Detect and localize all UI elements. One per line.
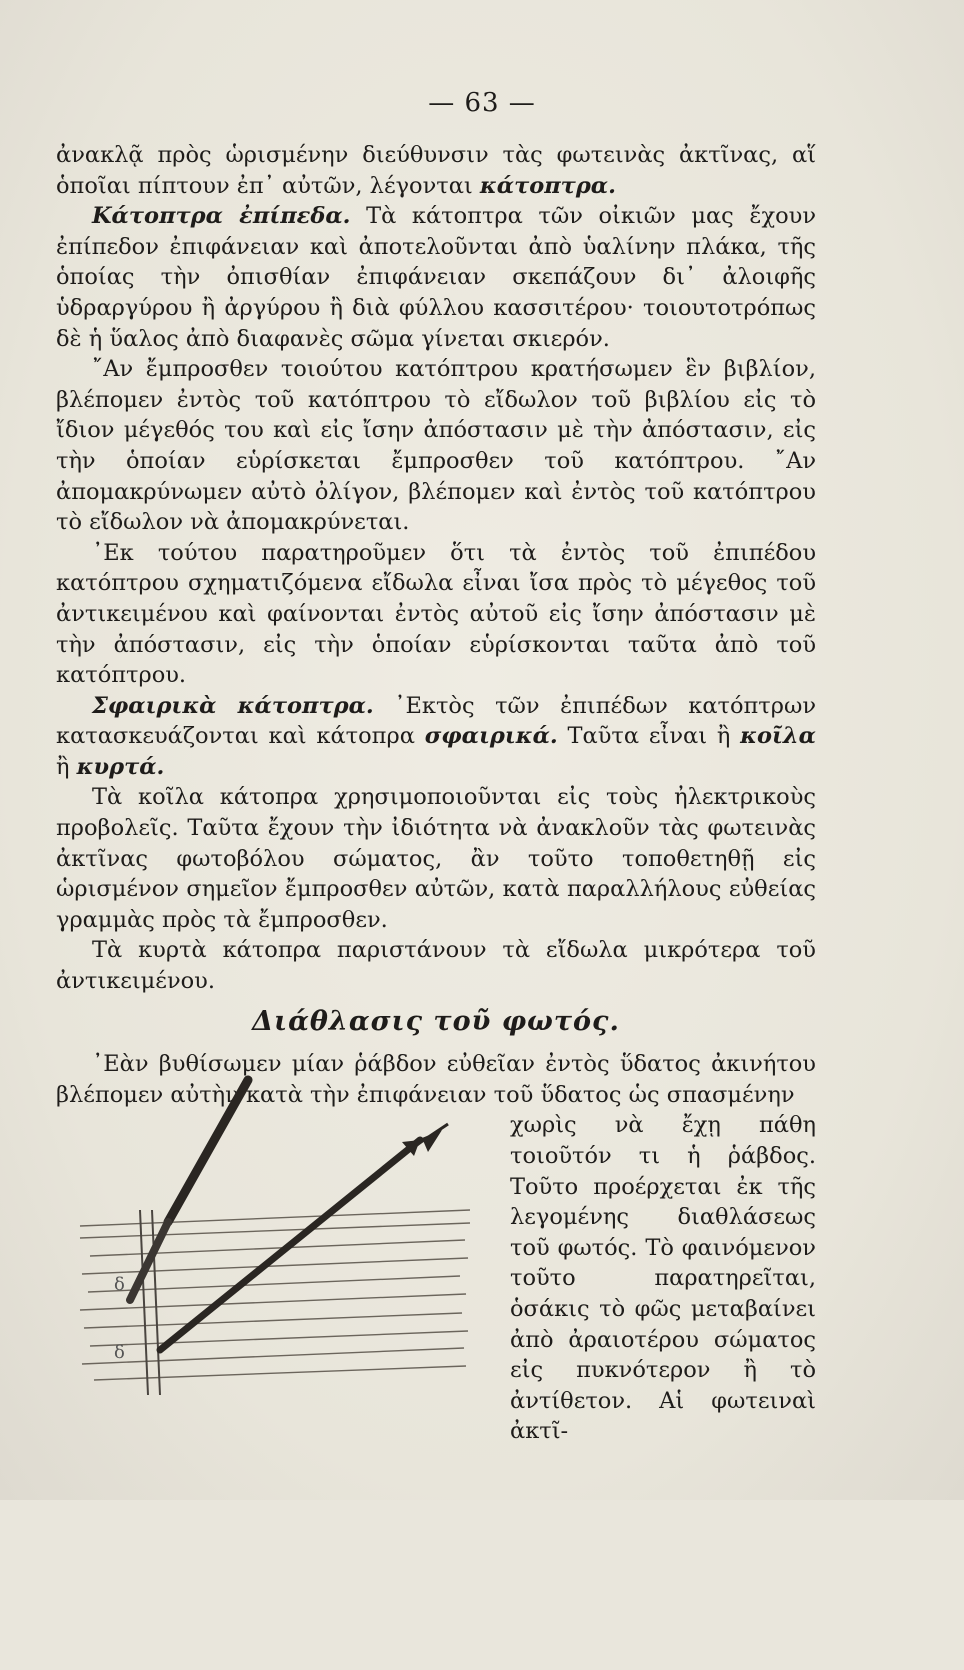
term-katoptra: κάτοπτρα.: [479, 172, 616, 199]
text-span: Ταῦτα εἶναι ἢ: [567, 723, 731, 750]
side-column: [510, 1110, 816, 1447]
paragraph-plane-mirrors: [56, 201, 816, 354]
term-convex: κυρτά.: [76, 753, 165, 780]
paragraph-spherical: [56, 691, 816, 783]
paragraph-mirrors-def: [56, 140, 816, 201]
figure-label: δ: [114, 1274, 125, 1295]
term-spherical: σφαιρικά.: [424, 723, 558, 750]
section-heading-refraction: Διάθλασις τοῦ φωτός.: [252, 1005, 620, 1037]
text-span: ἀνακλᾷ πρὸς ὡρισμένην διεύθυνσιν τὰς φωτεινὰς ἀκτῖνας, αἵ ὁποῖαι πίπτουν ἐπ᾽ αὐτῶν, λέγονται: [56, 142, 816, 199]
paragraph-concave: Τὰ κοῖλα κάτοπρα χρησιμοποιοῦνται εἰς τοὺς ἠλεκτρικοὺς προβολεῖς. Ταῦτα ἔχουν τὴν ἰδιότητα νὰ ἀνακλοῦν τὰς φωτεινὰς ἀκτῖνας φωτοβόλου σώματος, ἂν τοῦτο τοποθετηθῇ εἰς ὡρισμένον σημεῖον ἔμπροσθεν αὐτῶν, κατὰ παραλλήλους εὐθείας γραμμὰς πρὸς τὰ ἔμπροσθεν.: [56, 784, 816, 933]
paragraph-refraction-side: χωρὶς νὰ ἔχῃ πάθη τοιοῦτόν τι ἡ ῥάβδος. Τοῦτο προέρχεται ἐκ τῆς λεγομένης διαθλάσεως τοῦ φωτός. Τὸ φαινόμενον τοῦτο παρατηρεῖται, ὁσάκις τὸ φῶς μεταβαίνει ἀπὸ ἀραιοτέρου σώματος εἰς πυκνότερον ἢ τὸ ἀντίθετον. Αἱ φωτειναὶ ἀκτῖ-: [510, 1112, 816, 1445]
section-lead-spherical: Σφαιρικὰ κάτοπτρα.: [92, 692, 374, 719]
section-lead-plane: Κάτοπτρα ἐπίπεδα.: [92, 203, 351, 230]
text-span: ᾽Εκτὸς τῶν ἐπιπέδων κατόπτρων κατασκευάζονται καὶ κάτοπρα: [56, 692, 817, 750]
figure-label: δ: [114, 1342, 125, 1363]
rod-upper: [168, 1080, 248, 1222]
body-text: [56, 140, 816, 1670]
text-span: ἢ: [56, 753, 70, 780]
term-concave: κοῖλα: [740, 723, 816, 750]
page-number: — 63 —: [428, 88, 536, 118]
text-span: Τὰ κάτοπτρα τῶν οἰκιῶν μας ἔχουν ἐπίπεδον ἐπιφάνειαν καὶ ἀποτελοῦνται ἀπὸ ὑαλίνην πλάκα, τῆς ὁποίας τὴν ὀπισθίαν ἐπιφάνειαν σκεπάζουν δι᾽ ἀλοιφῆς ὑδραργύρου ἢ ἀργύρου ἢ διὰ φύλλου κασσιτέρου· τοιουτοτρόπως δὲ ἡ ὕαλος ἀπὸ διαφανὲς σῶμα γίνεται σκιερόν.: [56, 203, 816, 352]
paragraph-book-example: ῎Αν ἔμπροσθεν τοιούτου κατόπτρου κρατήσωμεν ἓν βιβλίον, βλέπομεν ἐντὸς τοῦ κατόπτρου τὸ εἴδωλον τοῦ βιβλίου εἰς τὸ ἴδιον μέγεθός του καὶ εἰς ἴσην ἀπόστασιν μὲ τὴν ἀπόστασιν, εἰς τὴν ὁποίαν εὑρίσκεται ἔμπροσθεν τοῦ κατόπτρου. ῎Αν ἀπομακρύνωμεν αὐτὸ ὀλίγον, βλέπομεν καὶ ἐντὸς τοῦ κατόπτρου τὸ εἴδωλον νὰ ἀπομακρύνεται.: [56, 356, 816, 536]
water-lines: [80, 1210, 470, 1380]
paragraph-refraction-lead: ᾽Εὰν βυθίσωμεν μίαν ῥάβδον εὐθεῖαν ἐντὸς ὕδατος ἀκινήτου βλέπομεν αὐτὴν κατὰ τὴν ἐπιφάνειαν τοῦ ὕδατος ὡς σπασμένην: [56, 1051, 816, 1108]
paragraph-convex: Τὰ κυρτὰ κάτοπρα παριστάνουν τὰ εἴδωλα μικρότερα τοῦ ἀντικειμένου.: [56, 937, 816, 995]
paragraph-conclusion: ᾽Εκ τούτου παρατηροῦμεν ὅτι τὰ ἐντὸς τοῦ ἐπιπέδου κατόπτρου σχηματιζόμενα εἴδωλα εἶναι ἴσα πρὸς τὸ μέγεθος τοῦ ἀντικειμένου καὶ φαίνονται ἐντὸς αὐτοῦ εἰς ἴσην ἀπόστασιν μὲ τὴν ἀπόστασιν, εἰς τὴν ὁποίαν εὑρίσκονται ταῦτα ἀπὸ τοῦ κατόπτρου.: [56, 539, 816, 689]
refraction-figure: [70, 1060, 470, 1400]
